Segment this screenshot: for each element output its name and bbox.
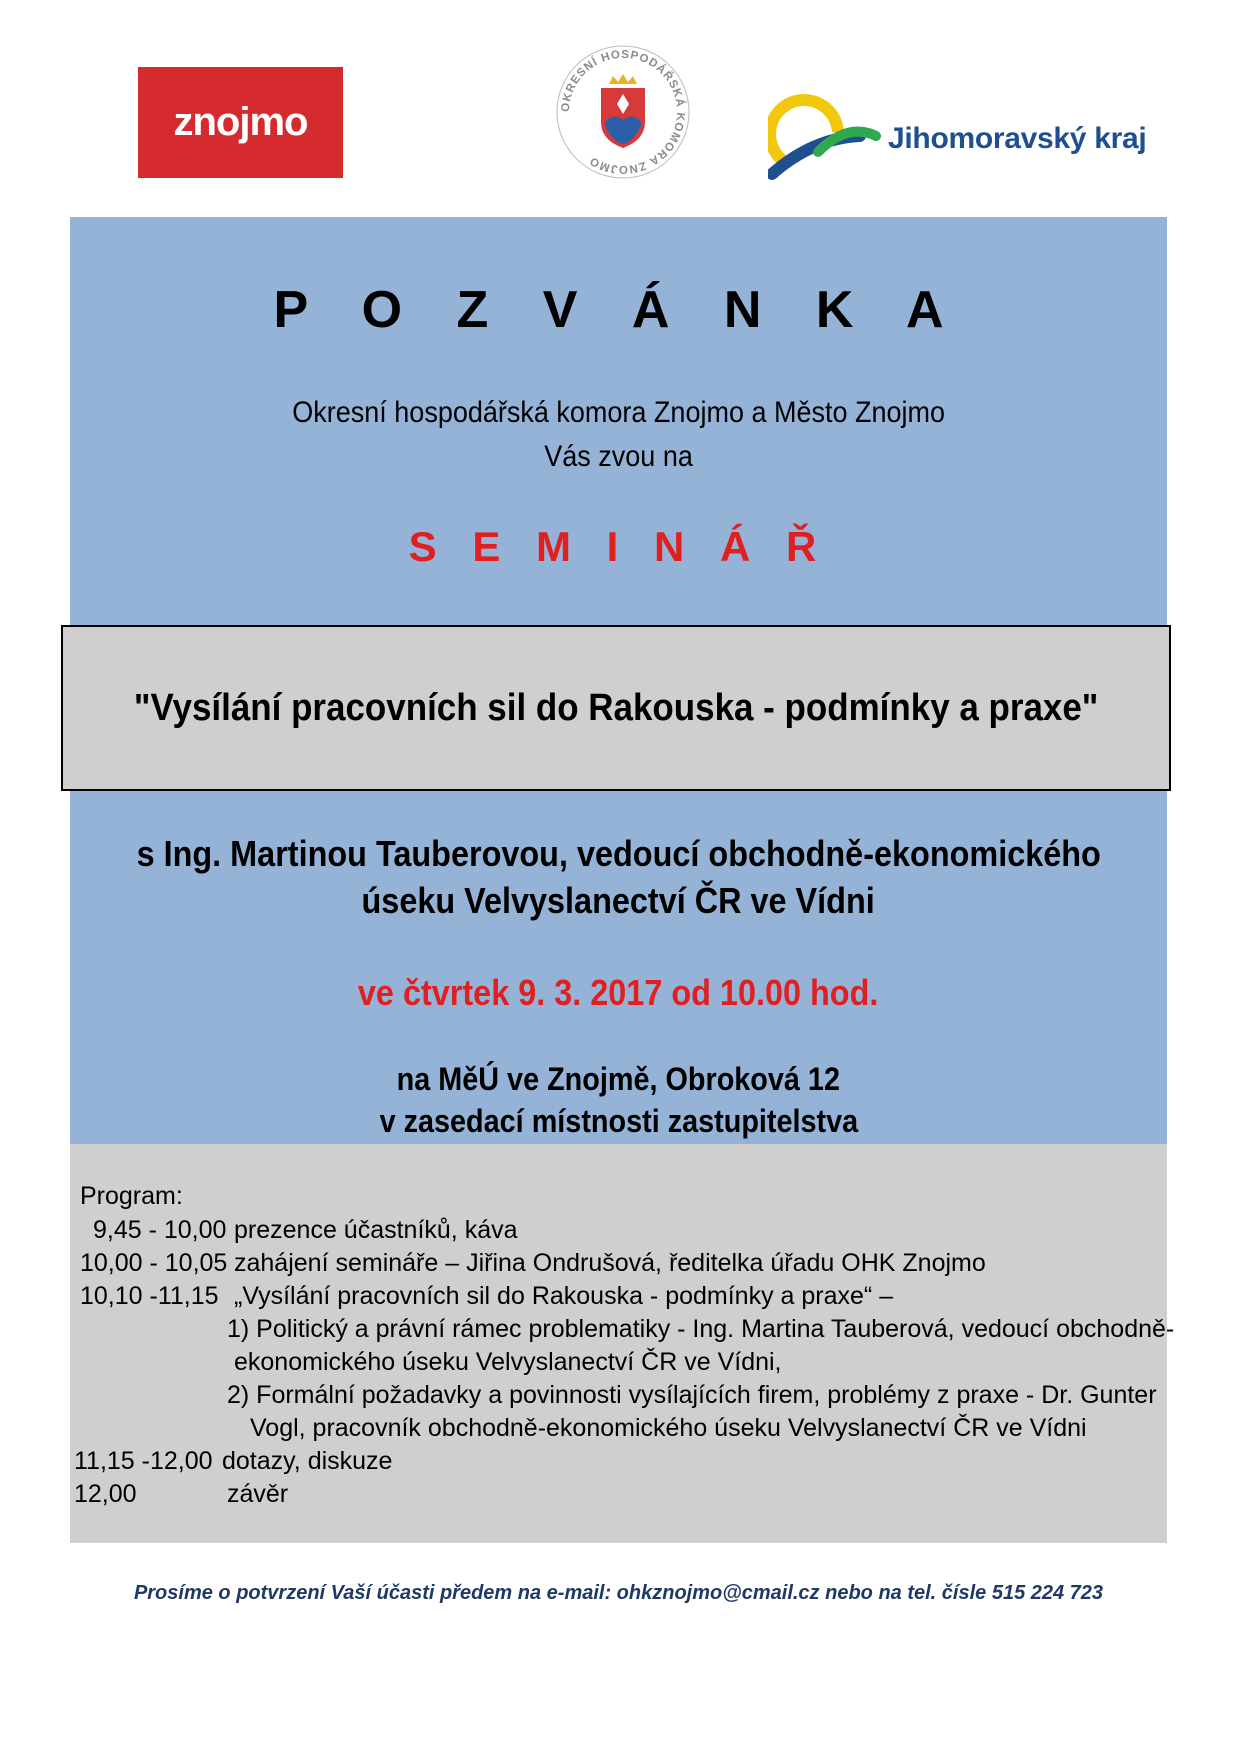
program-sub-item: 1) Politický a právní rámec problematiky - Ing. Martina Tauberová, vedoucí obchodně-: [227, 1315, 1175, 1343]
seminar-title: "Vysílání pracovních sil do Rakouska - podmínky a praxe": [133, 686, 1099, 729]
program-sub-item: 2) Formální požadavky a povinnosti vysílajících firem, problémy z praxe - Dr. Gunter: [227, 1381, 1157, 1409]
speaker-line-1: s Ing. Martinou Tauberovou, vedoucí obchodně-ekonomického: [136, 833, 1101, 874]
invitation-title: P O Z V Á N K A: [273, 281, 964, 339]
program-row-text: prezence účastníků, káva: [234, 1216, 518, 1244]
organizers-line: Okresní hospodářská komora Znojmo a Město Znojmo: [292, 396, 945, 429]
jmk-arcs-icon: [768, 92, 888, 182]
program-sub-item-cont: ekonomického úseku Velvyslanectví ČR ve Vídni,: [234, 1348, 782, 1376]
program-row-text: zahájení semináře – Jiřina Ondrušová, ředitelka úřadu OHK Znojmo: [234, 1249, 986, 1277]
invite-line: Vás zvou na: [544, 440, 693, 473]
znojmo-logo-text: znojmo: [173, 100, 308, 144]
ohk-ring-text: OKRESNÍ HOSPODÁŘSKÁ KOMORA ZNOJMO: [559, 48, 687, 176]
program-row-time: 10,00 - 10,05: [80, 1249, 228, 1277]
jihomoravsky-kraj-logo: [768, 92, 1163, 182]
venue-line-2: v zasedací místnosti zastupitelstva: [379, 1103, 858, 1139]
venue-line-1: na MěÚ ve Znojmě, Obroková 12: [396, 1061, 841, 1097]
program-sub-item-cont: Vogl, pracovník obchodně-ekonomického úseku Velvyslanectví ČR ve Vídni: [250, 1414, 1087, 1442]
ohk-emblem-logo: [553, 42, 693, 182]
speaker-line-2: úseku Velvyslanectví ČR ve Vídni: [361, 880, 876, 921]
rsvp-footer: Prosíme o potvrzení Vaší účasti předem na e-mail: ohkznojmo@cmail.cz nebo na tel. čísle 515 224 723: [133, 1582, 1104, 1604]
event-date: ve čtvrtek 9. 3. 2017 od 10.00 hod.: [358, 972, 879, 1013]
program-row-time: 11,15 -12,00: [74, 1447, 213, 1475]
program-heading: Program:: [80, 1182, 183, 1210]
program-row-text: závěr: [227, 1480, 289, 1508]
program-row-time: 12,00: [74, 1480, 137, 1508]
program-row-time: 9,45 - 10,00: [93, 1216, 227, 1244]
seminar-title-box: [61, 625, 1171, 791]
seminar-label: S E M I N Á Ř: [408, 523, 829, 570]
program-row-text: dotazy, diskuze: [222, 1447, 393, 1475]
program-row-text: „Vysílání pracovních sil do Rakouska - podmínky a praxe“ –: [234, 1282, 894, 1310]
jmk-logo-text: Jihomoravský kraj: [888, 122, 1147, 155]
znojmo-logo: [138, 67, 343, 178]
program-row-time: 10,10 -11,15: [80, 1282, 219, 1310]
